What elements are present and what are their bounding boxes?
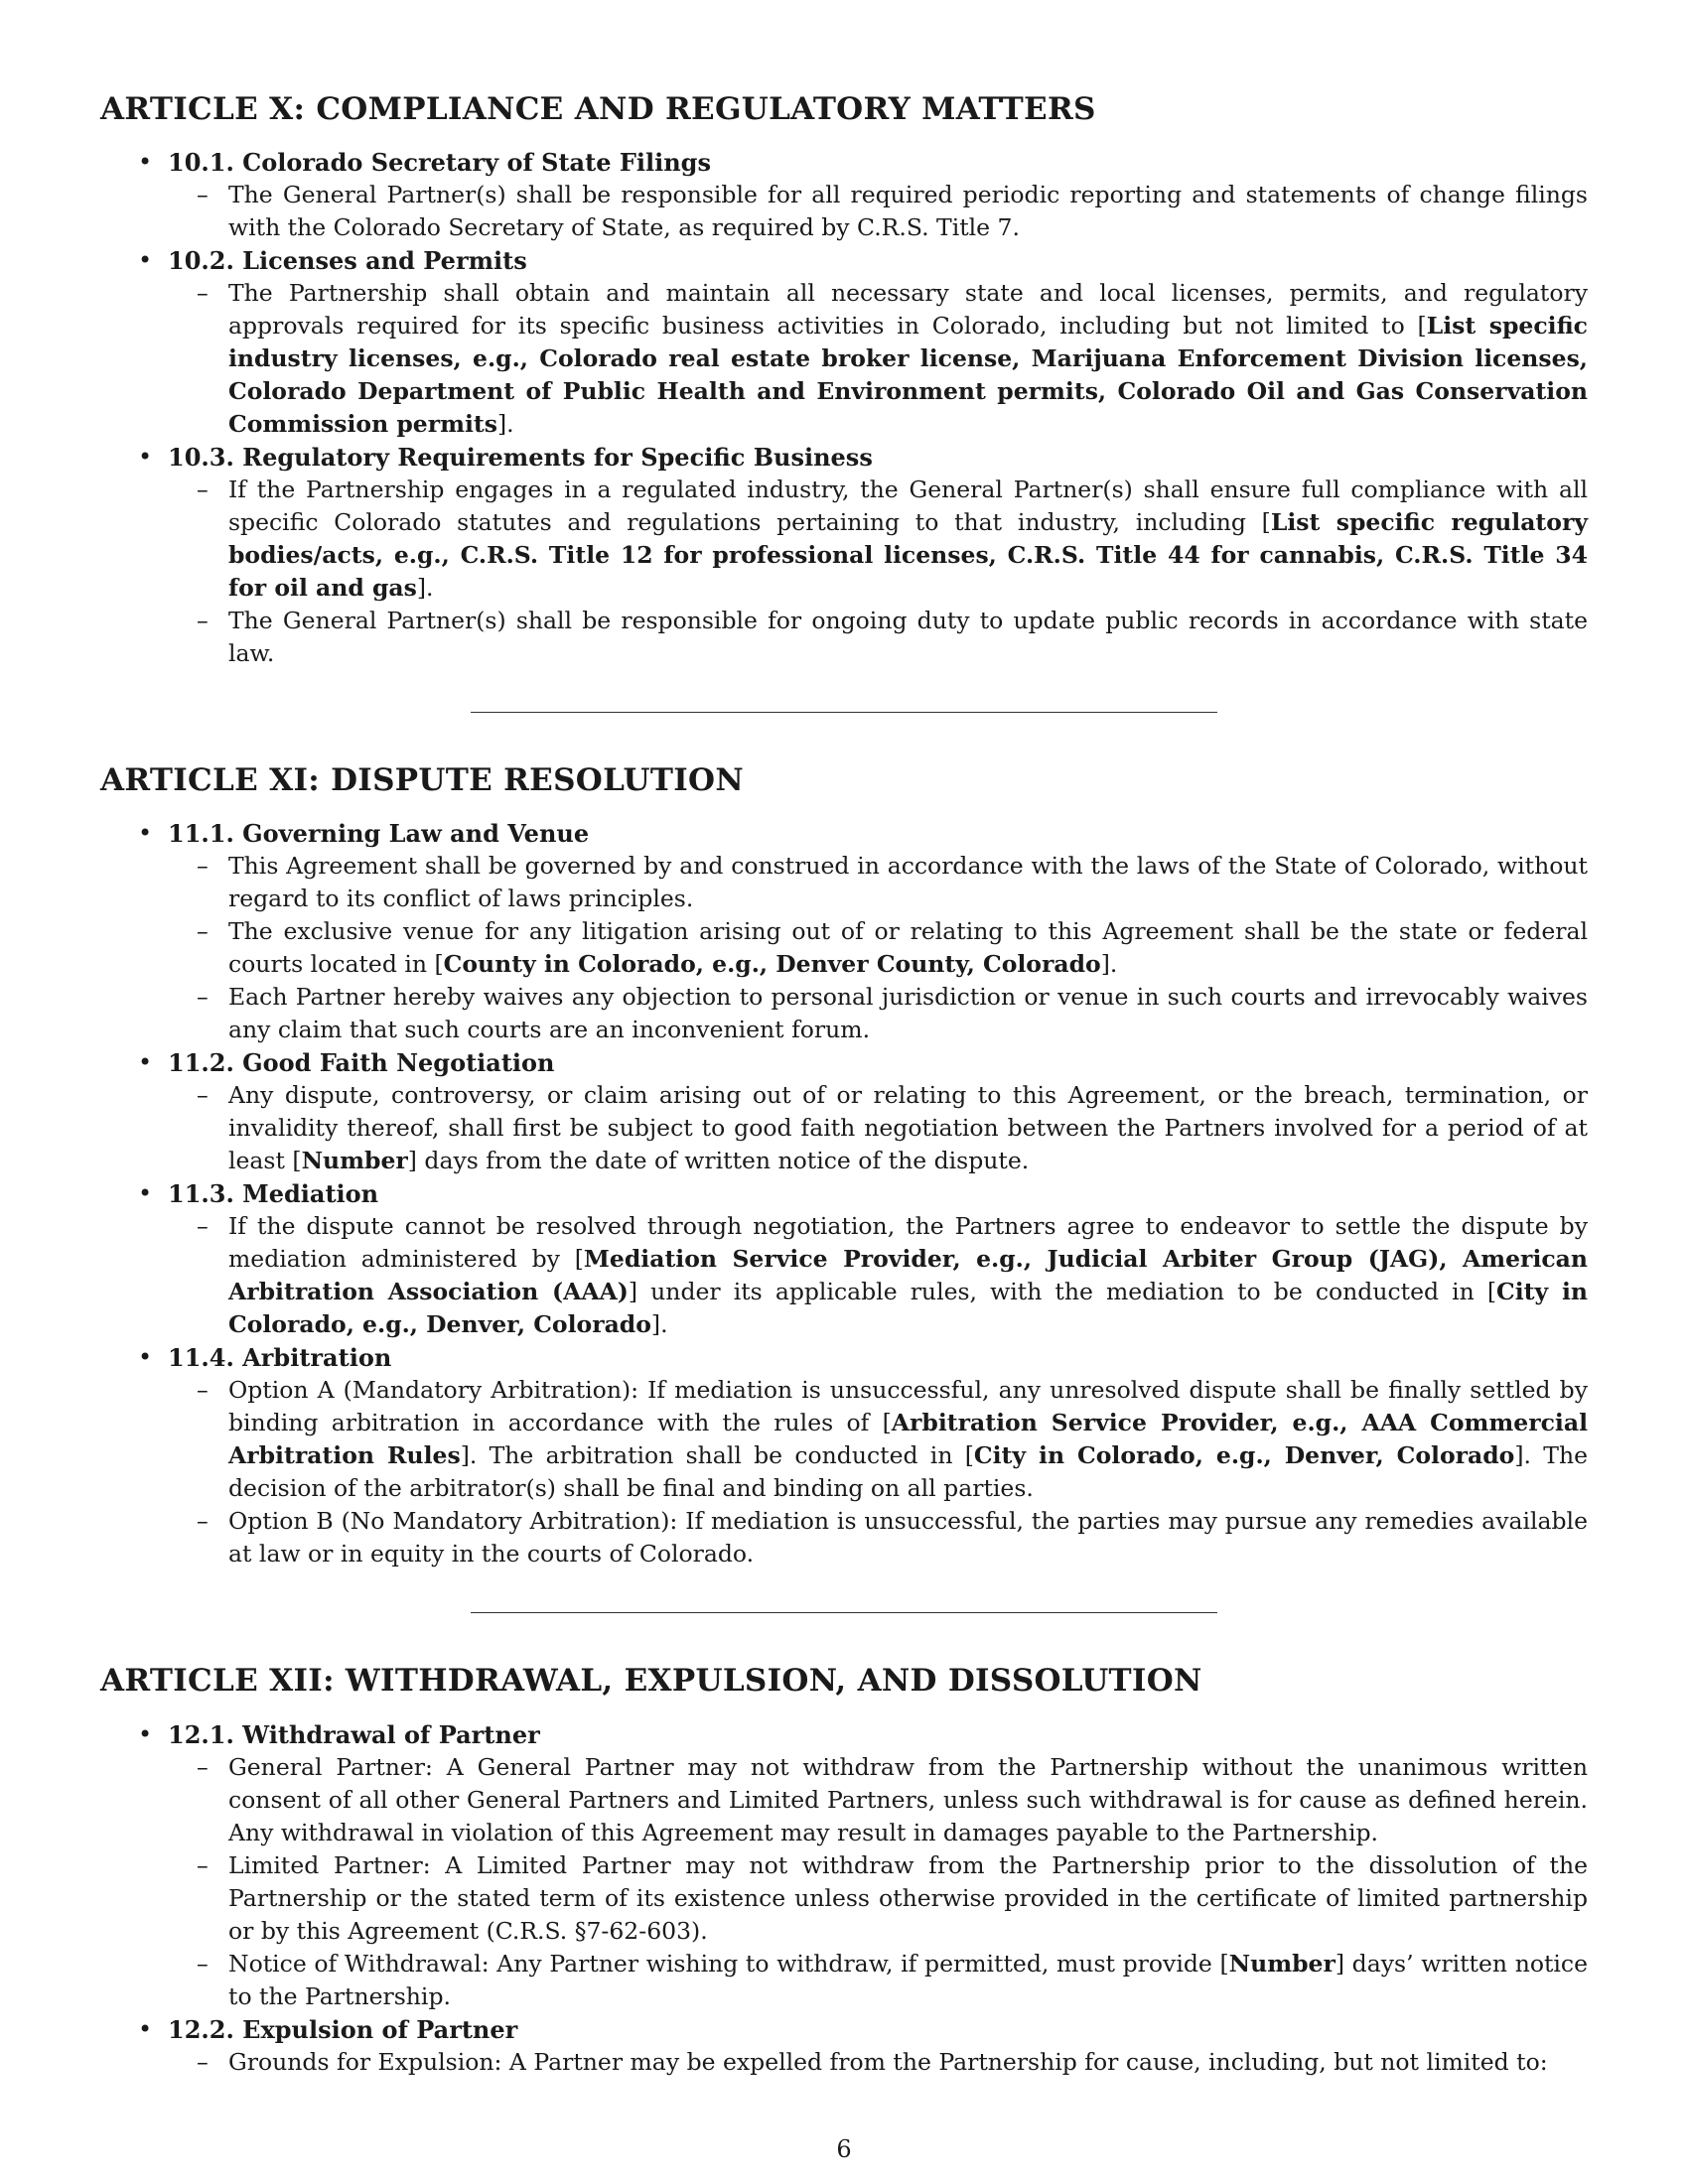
clause-text [168,179,1588,244]
section-list [100,146,1588,670]
clause-run: If the dispute cannot be resolved through negotiation, the Partners agree to endeavor to settle the dispute by mediation administered by [ [228,1212,1588,1274]
section-heading: • 10.1. Colorado Secretary of State Filings [168,148,711,178]
clause-run: Each Partner hereby waives any objection to personal jurisdiction or venue in such courts and irrevocably waives any claim that such courts are an inconvenient forum. [228,983,1588,1044]
placeholder-text: List specific regulatory bodies/acts, e.g., C.R.S. Title 12 for professional licenses, C.R.S. Title 44 for cannabis, C.R.S. Title 34 for oil and gas [228,508,1588,603]
placeholder-text: City in Colorado, e.g., Denver, Colorado [973,1441,1515,1470]
clause-run: Notice of Withdrawal: Any Partner wishing to withdraw, if permitted, must provide [ [228,1949,1229,1978]
section-heading: • 11.3. Mediation [168,1179,379,1209]
placeholder-text: Number [1228,1949,1336,1978]
clause-run: This Agreement shall be governed by and construed in accordance with the laws of the State of Colorado, without regard to its conflict of laws principles. [228,852,1588,913]
section-divider [471,712,1217,713]
clause-text [168,277,1588,441]
clause-text [168,2046,1588,2079]
clause-list [168,850,1588,1046]
section-item [100,146,1588,244]
clause-run: ]. The arbitration shall be conducted in [ [460,1441,974,1470]
section-heading: • 11.2. Good Faith Negotiation [168,1048,555,1078]
placeholder-text: List specific industry licenses, e.g., Colorado real estate broker license, Marijuana Enforcement Division licenses, Colorado Department of Public Health and Environment permits, Colorado Oil and Gas Conservation Commission permits [228,312,1588,439]
clause-run: The Partnership shall obtain and maintain all necessary state and local licenses, permits, and regulatory approvals required for its specific business activities in Colorado, including but not limited to [ [228,279,1588,341]
article-title: ARTICLE XII: WITHDRAWAL, EXPULSION, AND DISSOLUTION [100,1663,1202,1700]
section-list [100,1718,1588,2079]
clause-list [168,474,1588,670]
section-heading: • 11.1. Governing Law and Venue [168,819,590,849]
section-heading: • 12.2. Expulsion of Partner [168,2014,518,2044]
clause-run: ]. [1100,950,1118,979]
section-item [100,441,1588,670]
clause-text [168,1751,1588,1849]
clause-text [168,1505,1588,1570]
section-list [100,817,1588,1570]
clause-text [168,915,1588,981]
clause-run: General Partner: A General Partner may not withdraw from the Partnership without the unanimous written consent of all other General Partners and Limited Partners, unless such withdrawal is for cause as defined herein. Any withdrawal in violation of this Agreement may result in damages payable to the Partnership. [228,1752,1588,1846]
clause-run: Option B (No Mandatory Arbitration): If mediation is unsuccessful, the parties may pursue any remedies available at law or in equity in the courts of Colorado. [228,1507,1588,1569]
clause-run: ]. [650,1310,668,1339]
clause-run: ] days’ written notice to the Partnership. [228,1949,1588,2010]
clause-list [168,1210,1588,1341]
placeholder-text: County in Colorado, e.g., Denver County, Colorado [443,950,1101,979]
clause-text [168,1210,1588,1341]
clause-text [168,1079,1588,1177]
section-item [100,1046,1588,1177]
clause-text [168,1374,1588,1505]
placeholder-text: City in Colorado, e.g., Denver, Colorado [228,1278,1588,1339]
section-item [100,1177,1588,1341]
article-title: ARTICLE XI: DISPUTE RESOLUTION [100,762,744,799]
clause-text [168,605,1588,670]
clause-run: ]. The decision of the arbitrator(s) shall be final and binding on all parties. [228,1441,1589,1503]
clause-run: Grounds for Expulsion: A Partner may be expelled from the Partnership for cause, including, but not limited to: [228,2047,1548,2076]
clause-text [168,474,1588,605]
article-title: ARTICLE X: COMPLIANCE AND REGULATORY MATTERS [100,91,1096,127]
clause-text [168,850,1588,915]
placeholder-text: Number [301,1147,408,1175]
section-item [100,1718,1588,2013]
section-heading: • 10.2. Licenses and Permits [168,246,527,276]
clause-run: Limited Partner: A Limited Partner may not withdraw from the Partnership prior to the dissolution of the Partnership or the stated term of its existence unless otherwise provided in the certificate of limited partnership or by this Agreement (C.R.S. §7-62-603). [228,1850,1588,1945]
clause-run: ] under its applicable rules, with the mediation to be conducted in [ [628,1278,1497,1306]
clause-list [168,277,1588,441]
clause-text [168,1948,1588,2013]
section-item [100,2013,1588,2079]
clause-list [168,1079,1588,1177]
section-heading: • 10.3. Regulatory Requirements for Specific Business [168,443,873,473]
section-heading: • 11.4. Arbitration [168,1343,392,1373]
clause-list [168,1374,1588,1570]
section-divider [471,1612,1217,1613]
section-item [100,244,1588,441]
clause-list [168,2046,1588,2079]
placeholder-text: Mediation Service Provider, e.g., Judicial Arbiter Group (JAG), American Arbitration Association (AAA) [228,1245,1588,1306]
section-heading: • 12.1. Withdrawal of Partner [168,1719,540,1749]
clause-text [168,981,1588,1046]
clause-list [168,179,1588,244]
clause-text [168,1849,1588,1948]
clause-run: Any dispute, controversy, or claim arising out of or relating to this Agreement, or the breach, termination, or invalidity thereof, shall first be subject to good faith negotiation between the Partners involved for a period of at least [ [228,1081,1588,1175]
clause-run: If the Partnership engages in a regulated industry, the General Partner(s) shall ensure full compliance with all specific Colorado statutes and regulations pertaining to that industry, including [ [228,476,1588,537]
page-number: 6 [836,2135,852,2163]
clause-run: ]. [416,574,434,603]
clause-list [168,1751,1588,2013]
clause-run: ] days from the date of written notice of the dispute. [407,1147,1030,1175]
clause-run: Option A (Mandatory Arbitration): If mediation is unsuccessful, any unresolved dispute shall be finally settled by binding arbitration in accordance with the rules of [ [228,1376,1588,1437]
clause-run: The General Partner(s) shall be responsible for ongoing duty to update public records in accordance with state law. [228,607,1588,668]
placeholder-text: Arbitration Service Provider, e.g., AAA Commercial Arbitration Rules [228,1409,1589,1470]
section-item [100,1341,1588,1570]
section-item [100,817,1588,1046]
clause-run: ]. [497,410,514,439]
clause-run: The General Partner(s) shall be responsible for all required periodic reporting and statements of change filings with the Colorado Secretary of State, as required by C.R.S. Title 7. [228,181,1588,242]
document-page [100,91,1588,2079]
clause-run: The exclusive venue for any litigation arising out of or relating to this Agreement shall be the state or federal courts located in [ [228,917,1588,979]
